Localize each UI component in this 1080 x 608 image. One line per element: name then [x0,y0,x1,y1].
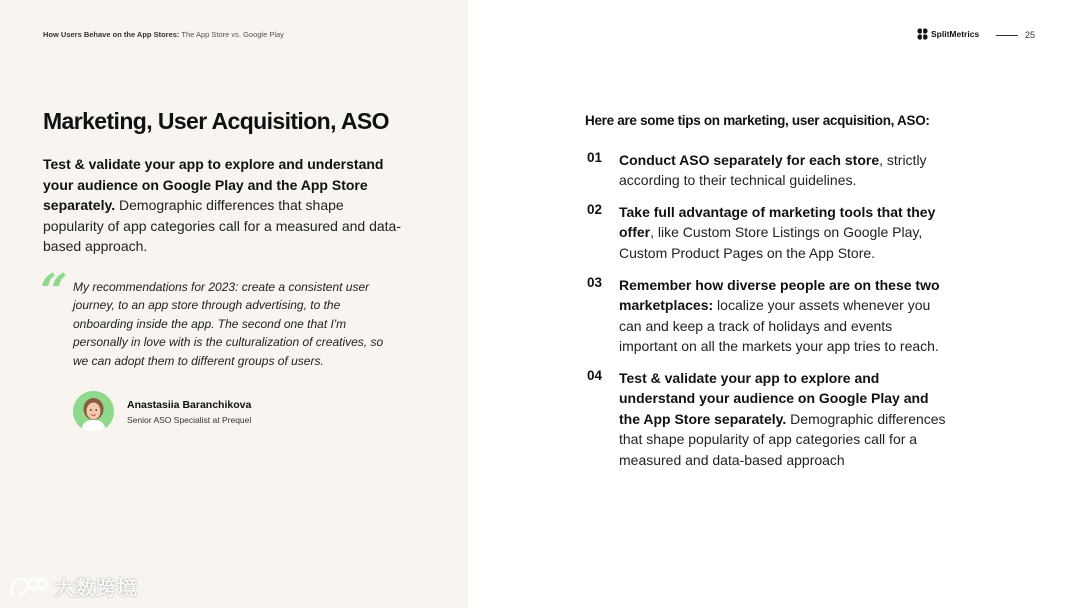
watermark-text: 大数跨境 [54,578,138,600]
tip-rest: , strictly according to their technical guidelines. [619,152,927,189]
tip-number: 01 [587,150,603,165]
quote-text: My recommendations for 2023: create a consistent user journey, to an app store through advertising, to the onboarding inside the app. The second one that I'm personally in love with is the culturalization of creatives, so we can adopt them to different groups of users. [73,280,384,368]
watermark-logo-icon [8,573,50,601]
tip-text [619,150,949,191]
author-name: Anastasiia Baranchikova [127,399,252,411]
intro-bold: Test & validate your app to explore and understand your audience on Google Play and the App Store separately. [43,156,384,213]
tip-bold: Remember how diverse people are on these two marketplaces: [619,277,940,314]
tip-number: 04 [587,368,603,383]
header-divider [996,35,1018,36]
intro-paragraph [43,154,403,257]
avatar-portrait-icon [73,391,114,432]
tips-intro: Here are some tips on marketing, user acquisition, ASO: [585,113,930,128]
tip-rest: Demographic differences that shape popularity of app categories call for a measured and data-based approach [619,410,946,468]
tip-bold: Take full advantage of marketing tools that they offer [619,204,936,241]
brand-name: SplitMetrics [931,29,980,39]
breadcrumb-bold: How Users Behave on the App Stores: [43,30,180,39]
tip-text [619,202,949,263]
tip-text [619,368,949,470]
tip-rest: localize your assets whenever you can and keep a track of holidays and events important on all the markets your app tries to reach. [619,297,939,355]
tip-bold: Conduct ASO separately for each store [619,152,880,168]
avatar [73,391,114,432]
tip-rest: , like Custom Store Listings on Google Play, Custom Product Pages on the App Store. [619,224,923,261]
breadcrumb [43,30,284,39]
splitmetrics-logo-icon [917,28,928,40]
watermark [8,572,138,601]
intro-rest: Demographic differences that shape popularity of app categories call for a measured and data-based approach. [43,197,401,254]
breadcrumb-rest: The App Store vs. Google Play [179,30,284,39]
author-role: Senior ASO Specialist at Prequel [127,415,252,425]
tip-number: 03 [587,275,603,290]
page-number: 25 [1025,30,1036,40]
section-heading: Marketing, User Acquisition, ASO [43,108,389,134]
tip-bold: Test & validate your app to explore and understand your audience on Google Play and the App Store separately. [619,370,929,427]
tip-number: 02 [587,202,603,217]
quote-mark-icon: “ [40,264,68,320]
brand-logo [917,28,979,40]
tip-text [619,275,949,357]
